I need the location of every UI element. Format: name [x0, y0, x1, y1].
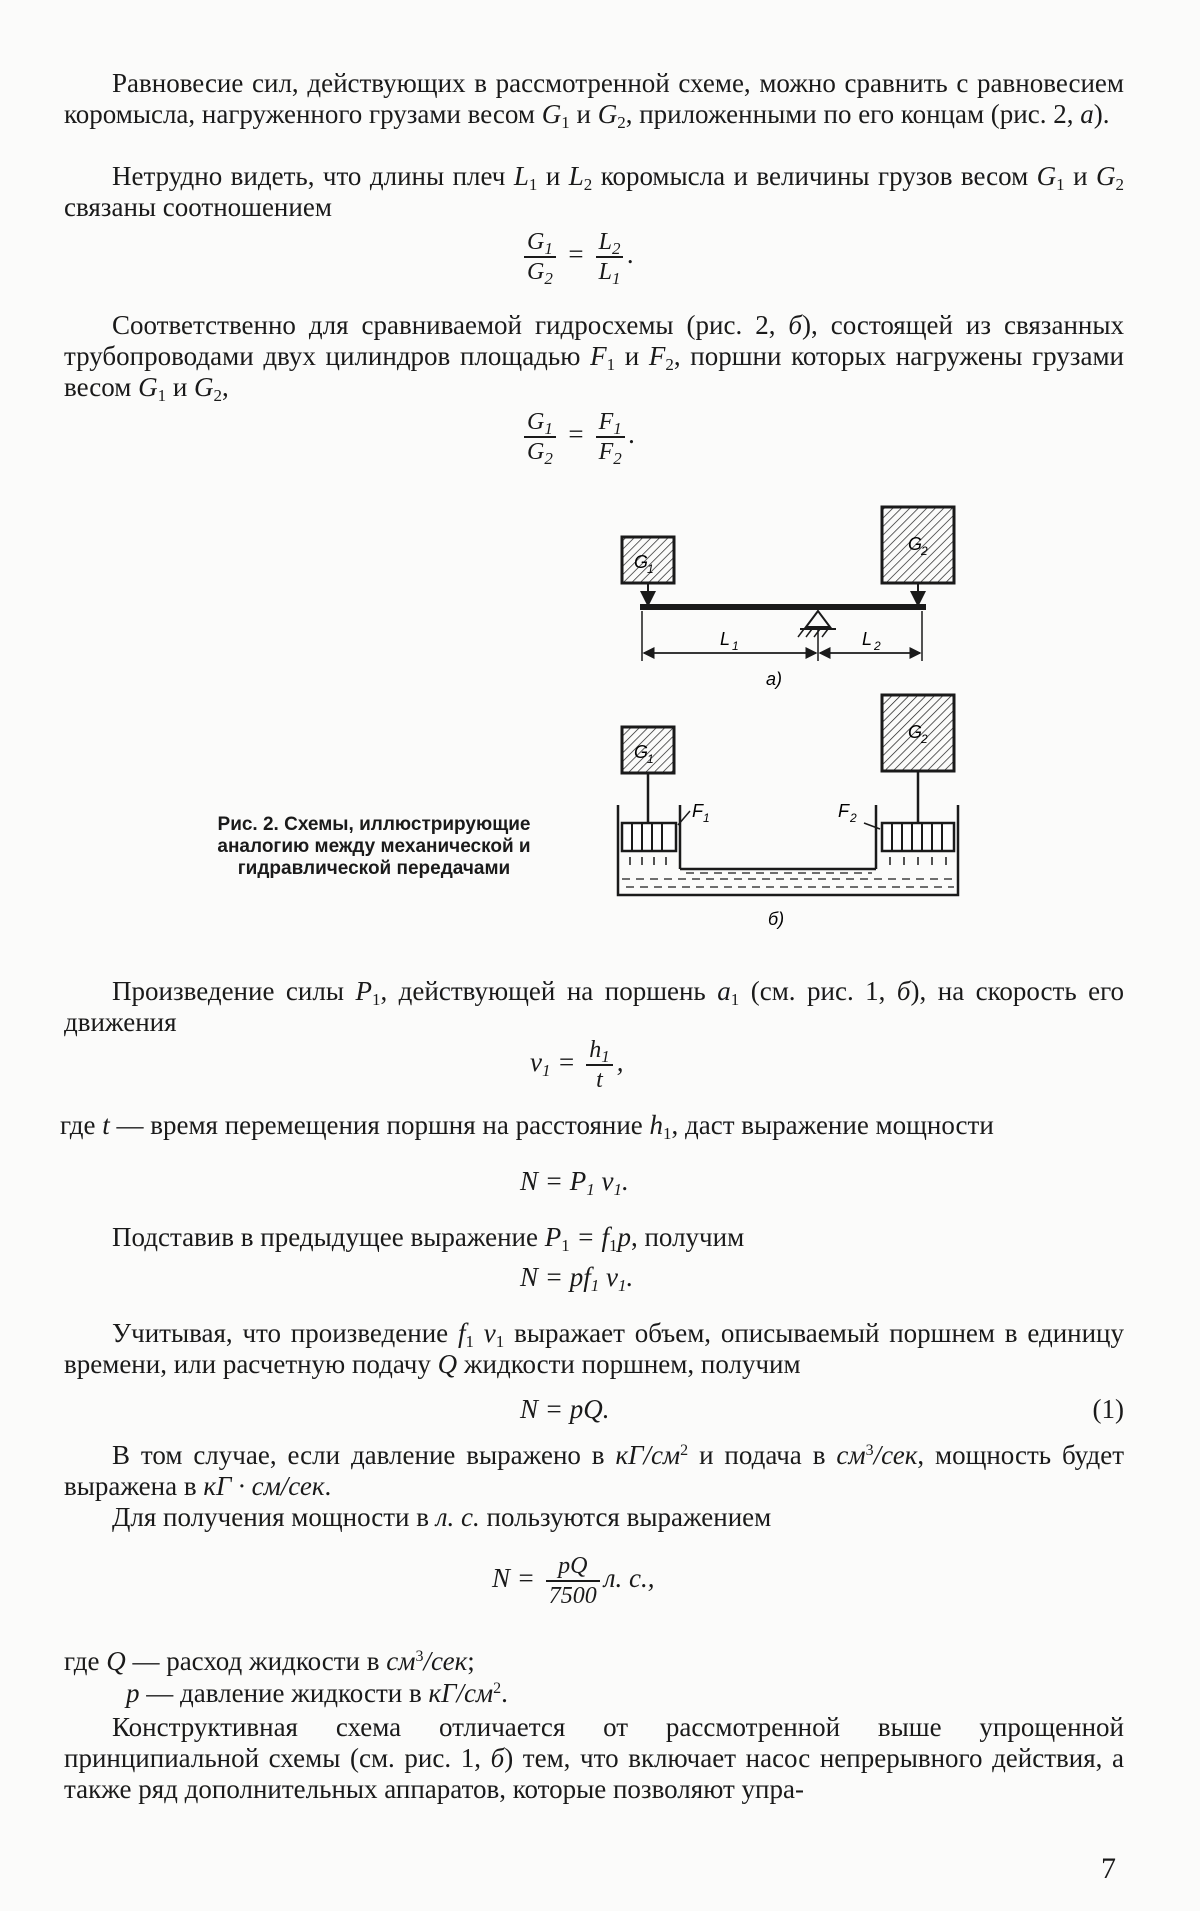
formula-power-2: $N = pf_1$ $v_1$.: [520, 1262, 634, 1295]
svg-text:2: 2: [921, 732, 928, 746]
fulcrum: [806, 611, 830, 627]
paragraph-6: Подставив в предыдущее выражение $P_1 = f_1p$, получим: [112, 1222, 745, 1255]
label-g1-a: G: [634, 552, 649, 572]
hydraulic-scheme: [618, 695, 958, 929]
paragraph-2: Нетрудно видеть, что длины плеч $L_1$ и $L_2$ коромысла и величины грузов весом $G_1$ и $G_2$ связаны соотношением: [64, 161, 1125, 222]
figure-caption: Рис. 2. Схемы, иллюстрирующие аналогию между механической и гидравлической передачами: [217, 814, 531, 879]
paragraph-7: Учитывая, что произведение $f_1$ $v_1$ выражает объем, описываемый поршнем в единицу времени, или расчетную подачу Q жидкости поршнем, получим: [64, 1318, 1124, 1379]
svg-text:G: G: [634, 742, 649, 762]
piston-f1: [622, 823, 676, 851]
formula-velocity: $v_1$ = $\frac{h_1}{t}$ ,: [530, 1037, 624, 1093]
formula-power-3: N = pQ.: [520, 1394, 610, 1424]
svg-text:2: 2: [850, 811, 857, 825]
formula-piston-ratio: $\frac{G_1}{G_2}$ = $\frac{F_1}{F_2}$ .: [520, 408, 636, 466]
formula-horsepower: N = $\frac{pQ}{7500}$ л. с.,: [492, 1553, 655, 1609]
lever-scheme: [622, 507, 954, 689]
label-f2: F: [838, 801, 849, 821]
figure-2: [600, 495, 980, 940]
label-b: б): [768, 909, 785, 929]
label-l2: L: [862, 629, 873, 649]
liquid: [622, 873, 954, 887]
paragraph-3: Соответственно для сравниваемой гидросхемы (рис. 2, б), состоящей из связанных трубопроводами двух цилиндров площадью $F_1$ и $F_2$, поршни которых нагружены грузами весом $G_1$ и $G_2$,: [64, 310, 1124, 405]
label-l1: L: [720, 629, 731, 649]
paragraph-4: Произведение силы $P_1$, действующей на поршень $a_1$ (см. рис. 1, б), на скорость его движения: [64, 976, 1125, 1037]
paragraph-9: Для получения мощности в л. с. пользуются выражением: [112, 1502, 772, 1532]
label-a: а): [766, 669, 783, 689]
svg-text:G: G: [908, 722, 923, 742]
svg-text:1: 1: [647, 562, 654, 576]
paragraph-10: где Q — расход жидкости в $см^3$/сек;: [64, 1646, 475, 1676]
equation-number: (1): [1092, 1394, 1124, 1424]
paragraph-5: где t — время перемещения поршня на расстояние $h_1$, даст выражение мощности: [60, 1110, 994, 1143]
page-number: 7: [1101, 1852, 1116, 1885]
label-g2-a: G: [908, 534, 923, 554]
formula-power-1: $N = P_1$ $v_1$.: [520, 1166, 629, 1199]
svg-text:1: 1: [647, 752, 654, 766]
formula-lever-ratio: $\frac{G_1}{G_2}$ = $\frac{L_2}{L_1}$ .: [520, 228, 634, 286]
paragraph-8: В том случае, если давление выражено в $кГ/см^2$ и подача в $см^3$/сек, мощность будет выражена в кГ · см/сек.: [64, 1440, 1125, 1501]
paragraph-11: p — давление жидкости в $кГ/см^2$.: [126, 1678, 508, 1708]
paragraph-12: Конструктивная схема отличается от рассмотренной выше упрощенной принципиальной схемы (см. рис. 1, б) тем, что включает насос непрерывного действия, а также ряд дополнительных аппаратов, которые позволяют упра-: [64, 1712, 1124, 1804]
svg-text:1: 1: [732, 639, 739, 653]
lever-and-hydraulic-diagram: [600, 495, 980, 935]
svg-text:2: 2: [921, 544, 928, 558]
svg-text:2: 2: [874, 639, 881, 653]
svg-text:1: 1: [703, 811, 710, 825]
paragraph-1: Равновесие сил, действующих в рассмотренной схеме, можно сравнить с равновесием коромысла, нагруженного грузами весом $G_1$ и $G_2$, приложенными по его концам (рис. 2, а).: [64, 68, 1124, 132]
label-f1: F: [692, 801, 703, 821]
